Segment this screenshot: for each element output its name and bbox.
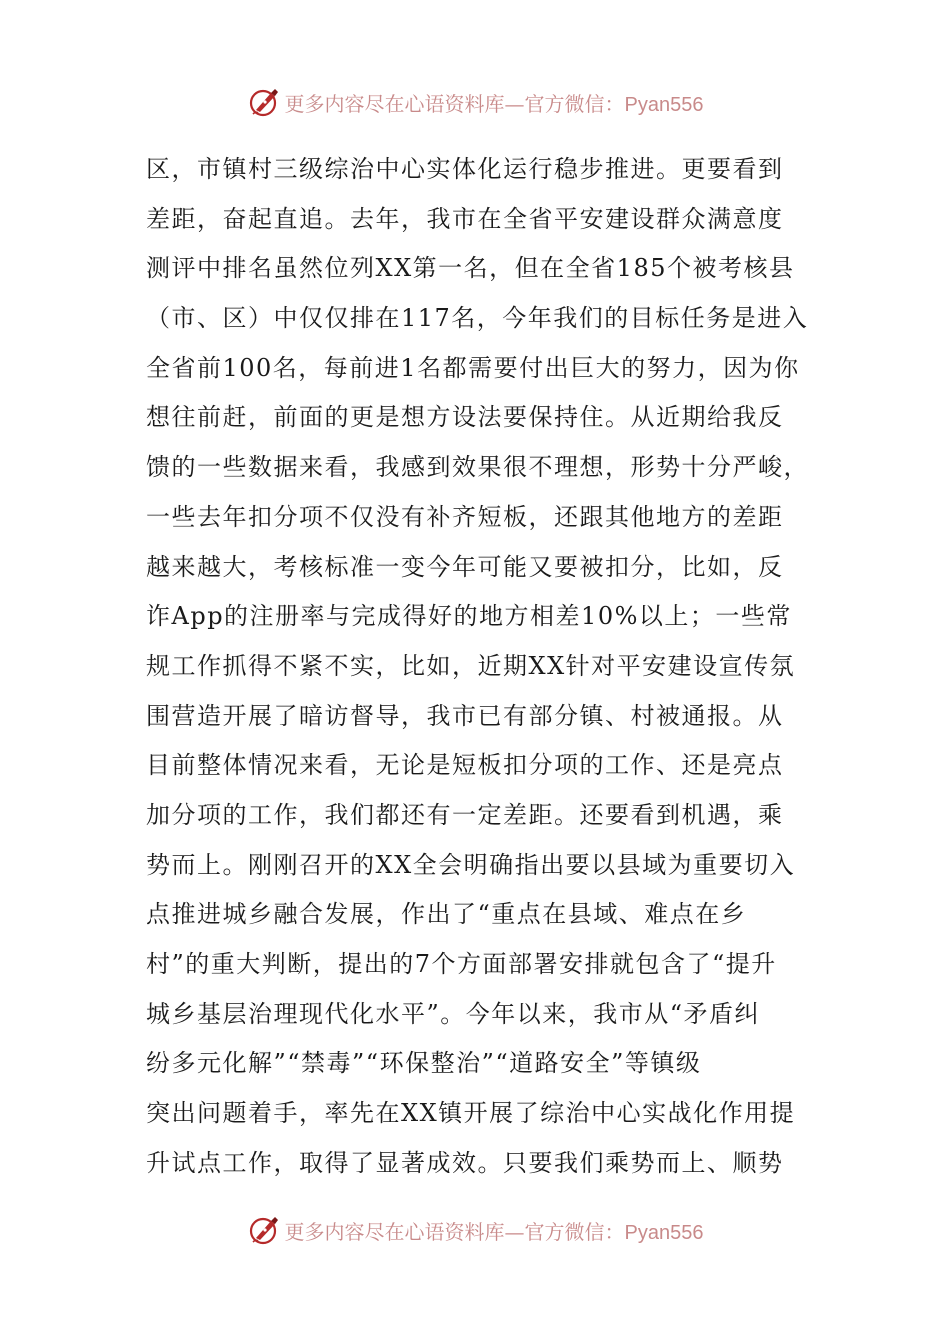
header-banner bbox=[0, 82, 950, 122]
banner-wechat-id: Pyan556 bbox=[624, 1221, 704, 1244]
text-line: 测评中排名虽然位列XX第一名，但在全省185个被考核县 bbox=[146, 254, 795, 283]
text-line: 纷多元化解”“禁毒”“环保整治”“道路安全”等镇级 bbox=[146, 1049, 702, 1078]
text-line: 加分项的工作，我们都还有一定差距。还要看到机遇，乘 bbox=[146, 800, 784, 829]
pen-nib-logo-icon bbox=[247, 85, 281, 119]
text-line: 势而上。刚刚召开的XX全会明确指出要以县域为重要切入 bbox=[146, 850, 796, 879]
text-line: 突出问题着手，率先在XX镇开展了综治中心实战化作用提 bbox=[146, 1099, 796, 1128]
text-line: 规工作抓得不紧不实，比如，近期XX针对平安建设宣传氛 bbox=[146, 651, 796, 680]
banner-text bbox=[285, 88, 704, 117]
banner-slogan: 更多内容尽在心语资料库—官方微信： bbox=[284, 91, 625, 116]
text-line: 区，市镇村三级综治中心实体化运行稳步推进。更要看到 bbox=[146, 155, 784, 183]
text-line: 升试点工作，取得了显著成效。只要我们乘势而上、顺势 bbox=[146, 1148, 784, 1177]
text-line: （市、区）中仅仅排在117名，今年我们的目标任务是进入 bbox=[146, 304, 809, 333]
document-body bbox=[146, 145, 816, 1188]
text-line: 村”的重大判断，提出的7个方面部署安排就包含了“提升 bbox=[146, 950, 777, 978]
text-line: 差距，奋起直追。去年，我市在全省平安建设群众满意度 bbox=[146, 204, 784, 233]
text-line: 想往前赶，前面的更是想方设法要保持住。从近期给我反 bbox=[146, 403, 784, 432]
text-line: 一些去年扣分项不仅没有补齐短板，还跟其他地方的差距 bbox=[146, 502, 784, 531]
text-line: 诈App的注册率与完成得好的地方相差10%以上；一些常 bbox=[146, 602, 792, 631]
pen-nib-logo-icon bbox=[247, 1213, 281, 1247]
text-line: 目前整体情况来看，无论是短板扣分项的工作、还是亮点 bbox=[146, 751, 784, 780]
banner-text bbox=[285, 1216, 704, 1245]
text-line: 越来越大，考核标准一变今年可能又要被扣分，比如，反 bbox=[146, 552, 784, 581]
text-line: 城乡基层治理现代化水平”。今年以来，我市从“矛盾纠 bbox=[146, 999, 761, 1028]
text-line: 馈的一些数据来看，我感到效果很不理想，形势十分严峻， bbox=[146, 453, 809, 482]
text-line: 全省前100名，每前进1名都需要付出巨大的努力，因为你 bbox=[146, 353, 800, 382]
footer-banner bbox=[0, 1210, 950, 1250]
text-line: 点推进城乡融合发展，作出了“重点在县域、难点在乡 bbox=[146, 900, 747, 929]
banner-slogan: 更多内容尽在心语资料库—官方微信： bbox=[284, 1219, 625, 1244]
text-line: 围营造开展了暗访督导，我市已有部分镇、村被通报。从 bbox=[146, 701, 784, 730]
banner-wechat-id: Pyan556 bbox=[624, 93, 704, 116]
